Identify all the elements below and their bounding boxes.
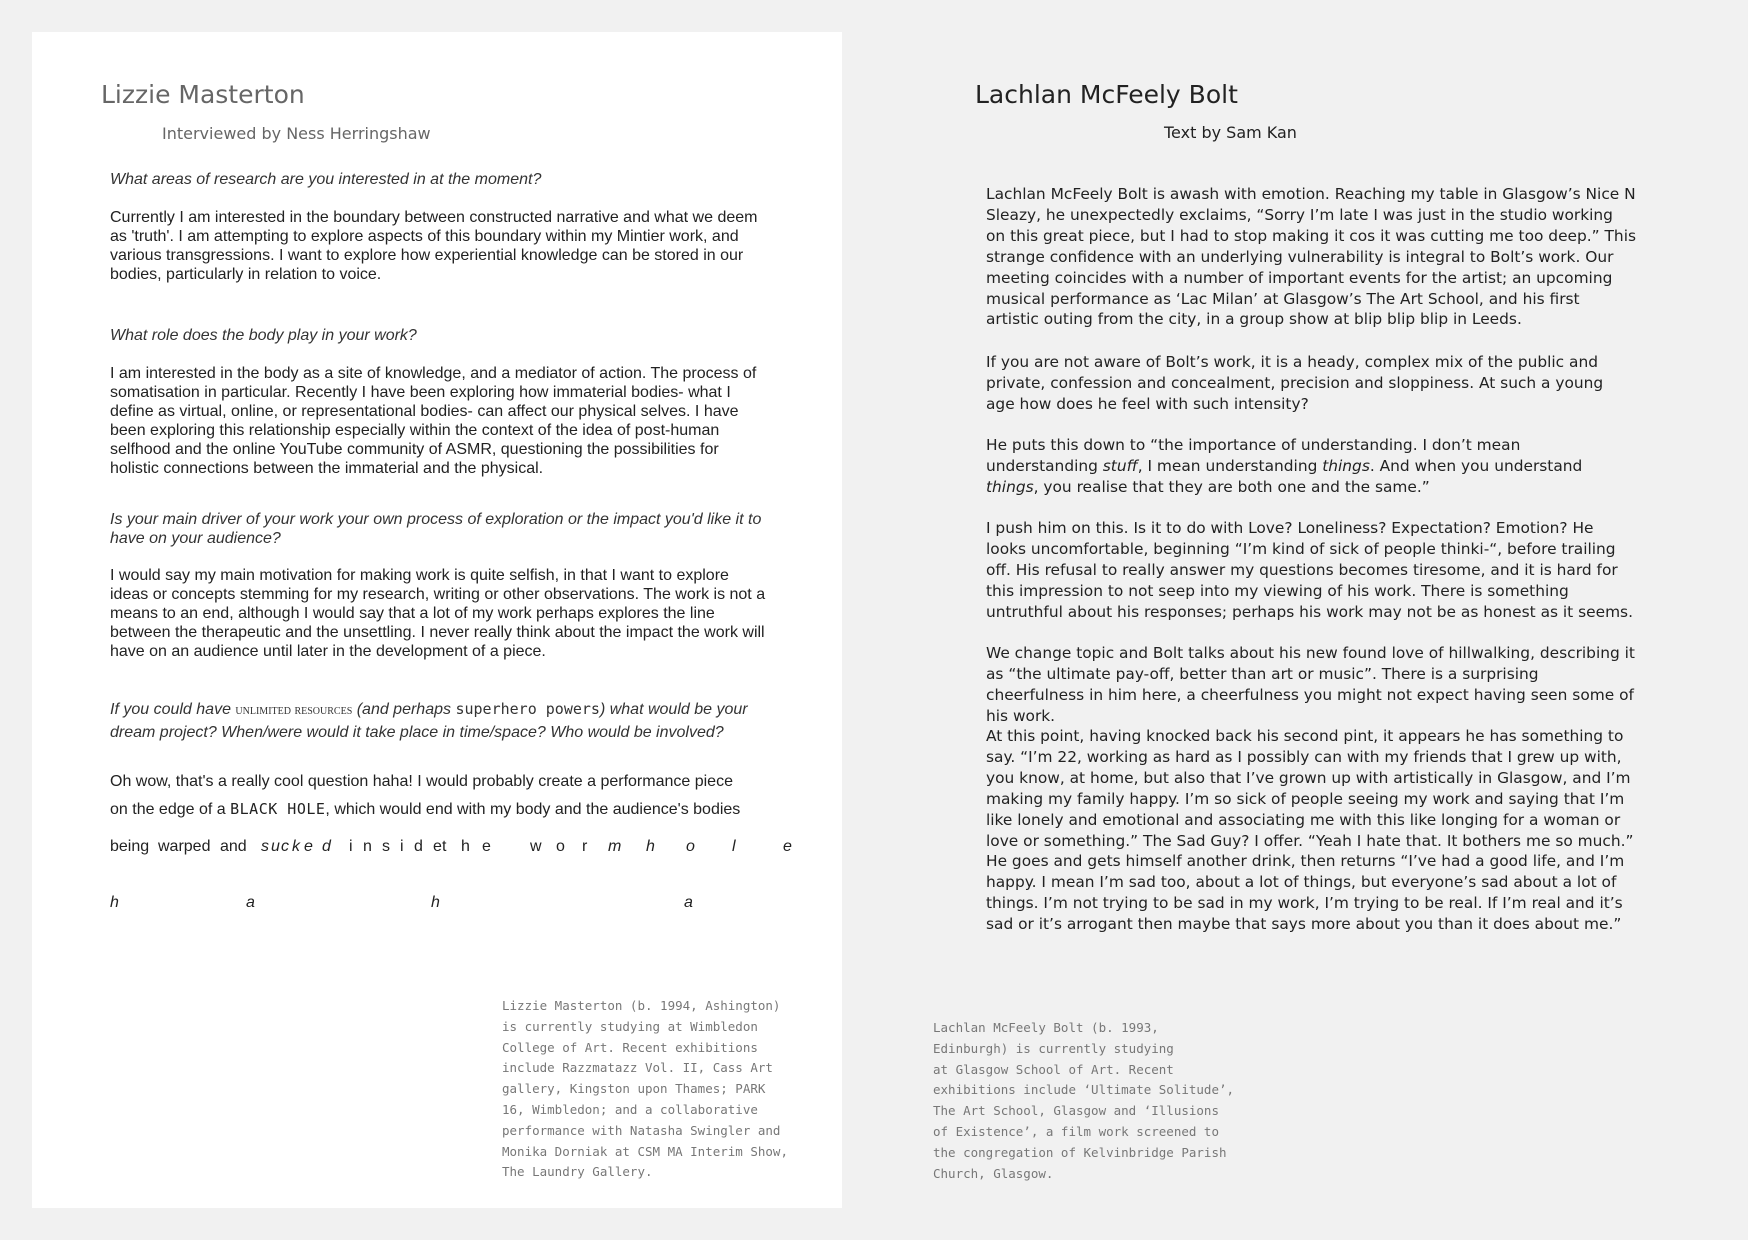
question-1: What areas of research are you interested in at the moment?	[110, 171, 542, 188]
letter: w	[530, 838, 542, 855]
letter: a	[246, 894, 255, 911]
letter: h	[110, 894, 119, 911]
letter: t	[442, 838, 447, 855]
letter: l	[732, 838, 736, 855]
letter: h	[431, 894, 440, 911]
letter: e	[433, 838, 442, 855]
letter: n	[363, 838, 372, 855]
question-4	[110, 698, 748, 744]
black-hole: BLACK HOLE	[230, 800, 326, 818]
left-page	[32, 32, 842, 1208]
answer-4-line-1: Oh wow, that's a really cool question haha! I would probably create a performance piece	[110, 773, 733, 790]
question-3: Is your main driver of your work your own process of exploration or the impact you'd like it to have on your audience?	[110, 511, 762, 547]
letter: i	[349, 838, 353, 855]
letter: u	[271, 838, 280, 855]
essay-paragraph: We change topic and Bolt talks about his new found love of hillwalking, describing it as “the ultimate pay-off, better than art or music”. There is a surprising cheerfulness in him here, a cheerfulness you might not expect having seen some of his work.	[986, 644, 1635, 725]
letter: d	[322, 838, 331, 855]
word: warped	[158, 838, 211, 855]
letter: c	[281, 838, 289, 855]
artist-name: Lachlan McFeely Bolt	[975, 80, 1238, 109]
letter: e	[482, 838, 491, 855]
unlimited-resources: unlimited resources	[235, 703, 353, 718]
letter: s	[261, 838, 269, 855]
artist-bio: Lachlan McFeely Bolt (b. 1993, Edinburgh) is currently studying at Glasgow School of Art. Recent exhibitions include ‘Ultimate Solitude’, The Art School, Glasgow and ‘Illusions of Existence’, a film work screened to the congregation of Kelvinbridge Parish Church, Glasgow.	[933, 1020, 1235, 1181]
letter: r	[582, 838, 588, 855]
letter: m	[608, 838, 622, 855]
artist-name: Lizzie Masterton	[101, 80, 305, 109]
text-byline: Text by Sam Kan	[1164, 123, 1297, 142]
letter: h	[646, 838, 655, 855]
word: being	[110, 838, 150, 855]
letter: a	[684, 894, 693, 911]
answer-2: I am interested in the body as a site of knowledge, and a mediator of action. The process of somatisation in particular. Recently I have been exploring how immaterial bodies- what I define as virtual, online, or representational bodies- can affect our physical selves. I have been exploring this relationship especially within the context of the idea of post-human selfhood and the online YouTube community of ASMR, questioning the possibilities for holistic connections between the immaterial and the physical.	[110, 365, 757, 477]
question-2: What role does the body play in your work?	[110, 327, 417, 344]
essay-paragraph: Lachlan McFeely Bolt is awash with emotion. Reaching my table in Glasgow’s Nice N Sleazy, he unexpectedly exclaims, “Sorry I’m late I was just in the studio working on this great piece, but I had to stop making it cos it was cutting me too deep.” This strange confidence with an underlying vulnerability is integral to Bolt’s work. Our meeting coincides with a number of important events for the artist; an upcoming musical performance as ‘Lac Milan’ at Glasgow’s The Art School, and his first artistic outing from the city, in a group show at blip blip blip in Leeds.	[986, 185, 1636, 329]
letter: d	[414, 838, 423, 855]
letter: e	[304, 838, 313, 855]
superhero-powers: superhero powers	[455, 700, 600, 718]
essay-paragraph: If you are not aware of Bolt’s work, it is a heady, complex mix of the public and private, confession and concealment, precision and sloppiness. At such a young age how does he feel with such intensity?	[986, 353, 1604, 413]
letter: i	[400, 838, 404, 855]
answer-4-line-4	[32, 894, 842, 918]
question-4-line-1: If you could have unlimited resources (and perhaps superhero powers) what would be your	[110, 700, 748, 718]
word: and	[220, 838, 247, 855]
interview-byline: Interviewed by Ness Herringshaw	[162, 124, 431, 143]
answer-1: Currently I am interested in the boundary between constructed narrative and what we deem as 'truth'. I am attempting to explore aspects of this boundary within my Mintier work, and various transgressions. I want to explore how experiential knowledge can be stored in our bodies, particularly in relation to voice.	[110, 209, 758, 283]
answer-3: I would say my main motivation for making work is quite selfish, in that I want to explore ideas or concepts stemming for my research, writing or other observations. The work is not a means to an end, although I would say that a lot of my work perhaps explores the line between the therapeutic and the unsettling. I never really think about the impact the work will have on an audience until later in the development of a piece.	[110, 567, 766, 660]
answer-4-line-2: on the edge of a BLACK HOLE, which would end with my body and the audience's bodies	[110, 800, 741, 818]
artist-bio: Lizzie Masterton (b. 1994, Ashington) is currently studying at Wimbledon College of Art. Recent exhibitions include Razzmatazz Vol. II, Cass Art gallery, Kingston upon Thames; PARK 16, Wimbledon; and a collaborative performance with Natasha Swingler and Monika Dorniak at CSM MA Interim Show, The Laundry Gallery.	[502, 998, 788, 1180]
letter: k	[292, 838, 300, 855]
essay-paragraph: At this point, having knocked back his second pint, it appears he has something to say. “I’m 22, working as hard as I possibly can with my friends that I grew up with, you know, at home, but also that I’ve grown up with artistically in Glasgow, and I’m making my family happy. I’m so sick of people seeing my work and saying that I’m like lonely and emotional and associating me with this like longing for a woman or love or something.” The Sad Guy? I offer. “Yeah I hate that. It bothers me so much.” He goes and gets himself another drink, then returns “I’ve had a good life, and I’m happy. I mean I’m sad too, about a lot of things, but everyone’s sad about a lot of things. I’m not trying to be sad in my work, I’m trying to be real. If I’m real and it’s sad or it’s arrogant then maybe that says more about you than it does about me.”	[986, 727, 1634, 934]
letter: e	[783, 838, 792, 855]
letter: o	[686, 838, 695, 855]
question-4-line-2: dream project? When/were would it take place in time/space? Who would be involved?	[110, 724, 724, 741]
essay-paragraph: He puts this down to “the importance of understanding. I don’t mean understanding stuff, I mean understanding things. And when you understand things, you realise that they are both one and the same.”	[986, 436, 1583, 496]
letter: s	[382, 838, 390, 855]
answer-4-line-3	[32, 838, 842, 862]
letter: h	[461, 838, 470, 855]
essay-paragraph: I push him on this. Is it to do with Love? Loneliness? Expectation? Emotion? He looks uncomfortable, beginning “I’m kind of sick of people thinki-“, before trailing off. His refusal to really answer my questions becomes tiresome, and it is hard for this impression to not seep into my viewing of his work. There is something untruthful about his responses; perhaps his work may not be as honest as it seems.	[986, 519, 1633, 621]
letter: o	[556, 838, 565, 855]
